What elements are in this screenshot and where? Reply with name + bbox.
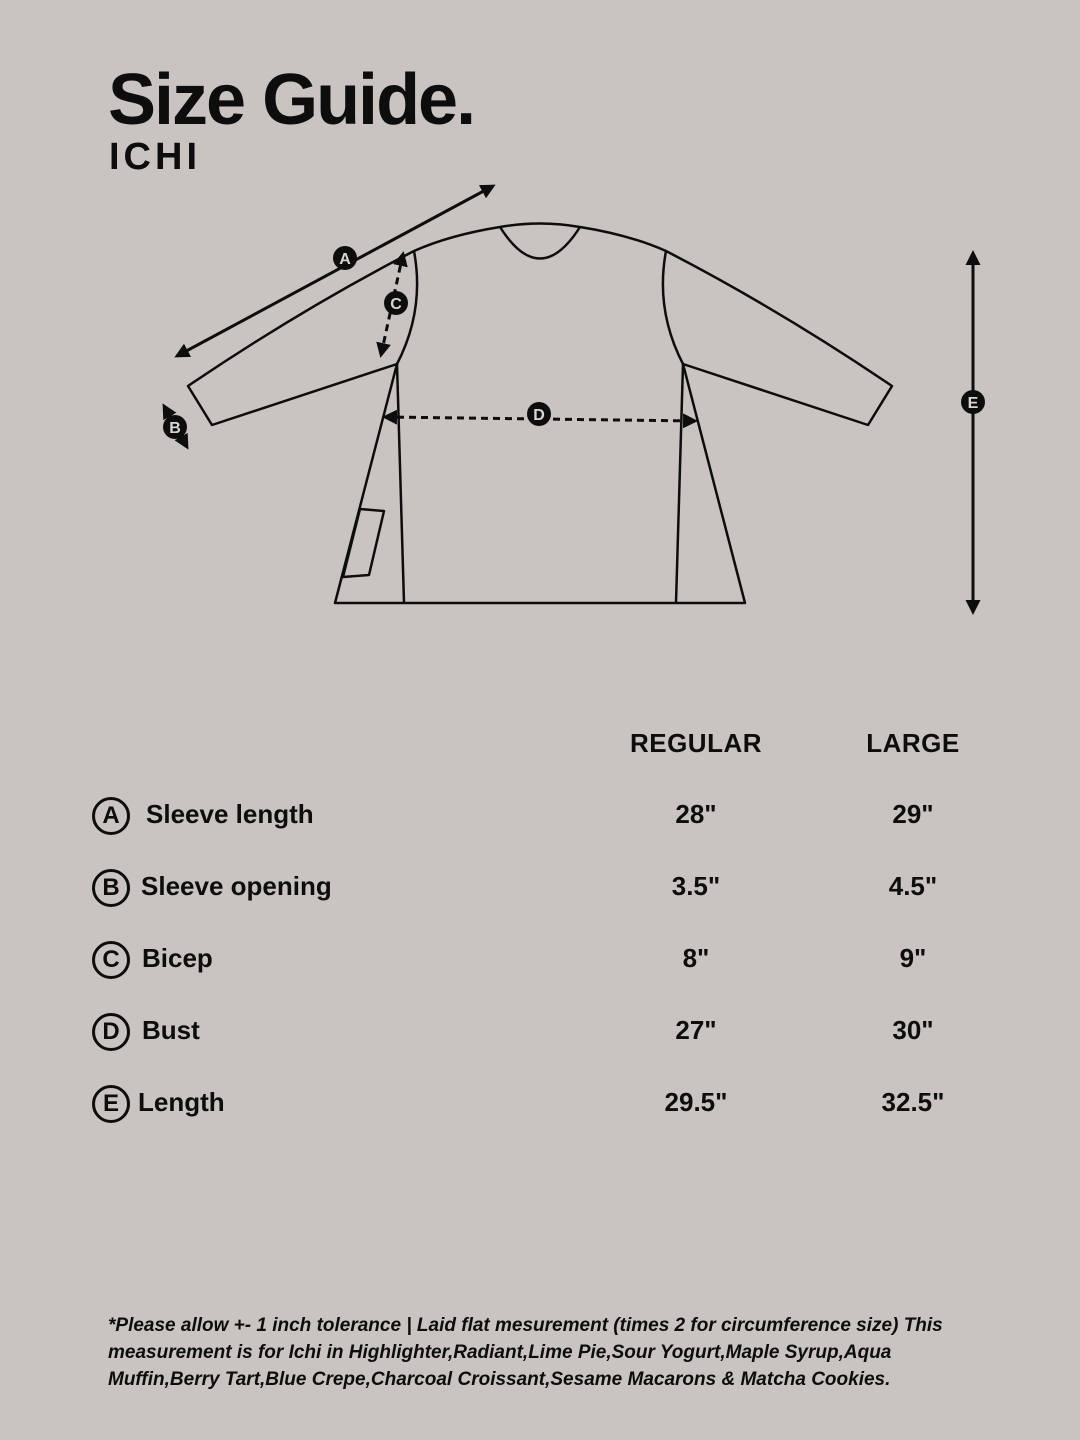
garment-diagram <box>0 170 1080 630</box>
column-header-regular: REGULAR <box>629 728 763 758</box>
marker-a <box>333 246 357 270</box>
neckline <box>500 227 580 259</box>
measurement-label: Sleeve length <box>146 799 314 829</box>
marker-badge: C <box>92 941 130 979</box>
marker-badge: A <box>92 797 130 835</box>
large-value: 32.5" <box>881 1087 945 1117</box>
regular-value: 8" <box>682 943 710 973</box>
regular-value: 29.5" <box>664 1087 728 1117</box>
column-header-large: LARGE <box>866 728 960 758</box>
measurement-label: Length <box>138 1087 225 1117</box>
measure-line-a <box>177 186 493 356</box>
marker-badge: D <box>92 1013 130 1051</box>
pocket <box>343 509 384 577</box>
regular-value: 27" <box>675 1015 717 1045</box>
marker-badge: B <box>92 869 130 907</box>
marker-badge: E <box>92 1085 130 1123</box>
table-row <box>92 869 992 909</box>
large-value: 9" <box>899 943 927 973</box>
marker-b <box>163 415 187 439</box>
regular-value: 3.5" <box>671 871 721 901</box>
marker-c-label: C <box>390 296 402 313</box>
measurement-label: Bust <box>142 1015 200 1045</box>
measurement-label: Bicep <box>142 943 213 973</box>
table-row <box>92 1013 992 1053</box>
table-row <box>92 797 992 837</box>
large-value: 4.5" <box>888 871 938 901</box>
seam-right <box>676 364 683 603</box>
large-value: 30" <box>892 1015 934 1045</box>
page-title: Size Guide. <box>108 60 475 140</box>
table-row <box>92 941 992 981</box>
armhole-right <box>663 251 683 364</box>
marker-a-label: A <box>339 251 351 268</box>
measurement-label: Sleeve opening <box>141 871 332 901</box>
tolerance-note: *Please allow +- 1 inch tolerance | Laid flat mesurement (times 2 for circumference size) This measurement is for Ichi in Highlighter,Radiant,Lime Pie,Sour Yogurt,Maple Syrup,Aqua Muffin,Berry Tart,Blue Crepe,Charcoal Croissant,Sesame Macarons & Matcha Cookies. <box>108 1315 943 1390</box>
marker-c <box>384 291 408 315</box>
marker-d <box>527 402 551 426</box>
marker-d-label: D <box>533 407 545 424</box>
marker-b-label: B <box>169 420 181 437</box>
table-row <box>92 1085 992 1125</box>
large-value: 29" <box>892 799 934 829</box>
marker-e-label: E <box>967 395 979 412</box>
product-name: ICHI <box>109 136 201 178</box>
seam-left <box>397 364 404 603</box>
marker-e <box>961 390 985 414</box>
regular-value: 28" <box>675 799 717 829</box>
